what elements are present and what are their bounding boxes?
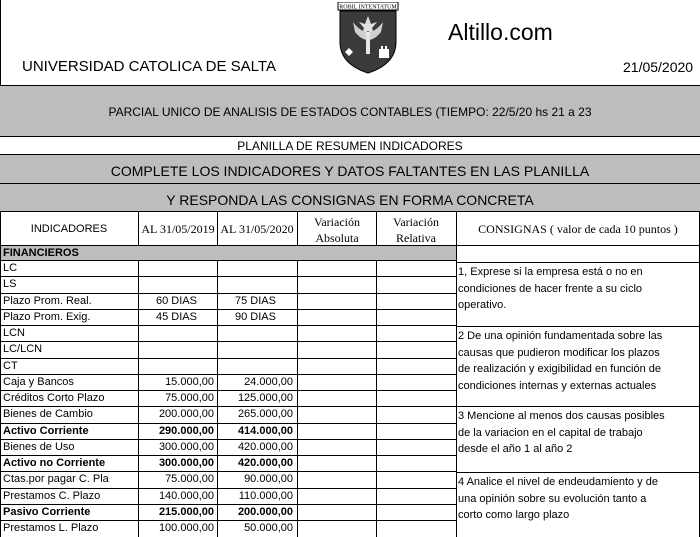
consigna-line: condiciones internas y externas actuales <box>458 379 657 392</box>
consigna-line: de realización y exigibilidad en función de <box>458 363 662 375</box>
row-label: Pasivo Corriente <box>3 506 91 518</box>
consigna-line: 1, Exprese si la empresa está o no en <box>458 266 643 278</box>
header-consignas: CONSIGNAS ( valor de cada 10 puntos ) <box>478 222 678 236</box>
consigna-line: 3 Mencione al menos dos causas posibles <box>458 410 665 422</box>
row-label: Créditos Corto Plazo <box>3 392 105 404</box>
university-crest <box>337 2 399 74</box>
value-2019: 200.000,00 <box>158 408 214 420</box>
header-variacion-relativa-2: Relativa <box>396 231 436 245</box>
value-2020: 50.000,00 <box>244 522 293 534</box>
instruction-line-2: Y RESPONDA LAS CONSIGNAS EN FORMA CONCRETA <box>166 192 534 208</box>
header-variacion-absoluta-2: Absoluta <box>315 231 359 245</box>
value-2020: 125.000,00 <box>237 392 293 404</box>
instruction-line-1: COMPLETE LOS INDICADORES Y DATOS FALTANTES EN LAS PLANILLA <box>110 163 590 179</box>
section-financieros: FINANCIEROS <box>3 247 79 259</box>
value-2020: 75 DIAS <box>235 295 276 307</box>
value-2020: 24.000,00 <box>244 376 293 388</box>
value-2019: 215.000,00 <box>158 506 214 518</box>
consigna-divider <box>456 326 700 327</box>
value-2019: 45 DIAS <box>156 311 197 323</box>
summary-banner <box>0 137 700 155</box>
value-2020: 200.000,00 <box>237 506 293 518</box>
value-2019: 300.000,00 <box>158 441 214 453</box>
row-divider <box>0 260 456 261</box>
consigna-line: causas que pudieron modificar los plazos <box>458 346 660 359</box>
consigna-line: condiciones de hacer frente a su ciclo <box>458 282 643 295</box>
row-label: LS <box>3 278 17 290</box>
header-variacion-relativa-1: Variación <box>393 215 439 229</box>
header-indicadores: INDICADORES <box>30 223 108 235</box>
row-label: Activo Corriente <box>3 425 89 437</box>
consigna-divider <box>456 472 700 473</box>
exam-title: PARCIAL UNICO DE ANALISIS DE ESTADOS CONTABLES (TIEMPO: 22/5/20 hs 21 a 23 <box>108 105 592 119</box>
instruction-banner-1 <box>0 155 700 184</box>
value-2019: 75.000,00 <box>165 392 214 404</box>
value-2019: 290.000,00 <box>158 425 214 437</box>
value-2020: 265.000,00 <box>237 408 293 420</box>
consigna-line: desde el año 1 al año 2 <box>458 443 573 455</box>
summary-title: PLANILLA DE RESUMEN INDICADORES <box>237 139 463 153</box>
value-2019: 300.000,00 <box>158 457 214 469</box>
consigna-divider <box>456 262 700 263</box>
row-divider <box>0 276 456 277</box>
row-divider <box>0 358 456 359</box>
value-2020: 420.000,00 <box>237 441 293 453</box>
row-label: Caja y Bancos <box>3 376 74 388</box>
value-2019: 15.000,00 <box>165 376 214 388</box>
row-label: Activo no Corriente <box>3 457 106 469</box>
consigna-line: operativo. <box>458 299 507 311</box>
crest-motto: ROBIL INTENTATUM <box>339 4 397 11</box>
row-label: Plazo Prom. Exig. <box>3 311 91 323</box>
row-label: Bienes de Uso <box>3 441 75 453</box>
exam-banner <box>0 85 700 137</box>
row-label: Bienes de Cambio <box>3 408 93 420</box>
row-divider <box>0 325 456 326</box>
university-name: UNIVERSIDAD CATOLICA DE SALTA <box>22 58 276 75</box>
row-label: LC/LCN <box>3 343 43 355</box>
consigna-line: corto como largo plazo <box>458 509 570 521</box>
value-2020: 90 DIAS <box>235 311 276 323</box>
value-2019: 75.000,00 <box>165 473 214 485</box>
header <box>0 0 700 85</box>
header-al-2019: AL 31/05/2019 <box>141 222 215 236</box>
value-2020: 420.000,00 <box>237 457 293 469</box>
exam-date: 21/05/2020 <box>623 59 694 75</box>
consigna-line: 4 Analice el nivel de endeudamiento y de <box>458 476 658 488</box>
instruction-banner-2 <box>0 184 700 212</box>
row-label: CT <box>3 360 18 372</box>
consigna-line: de la variacion en el capital de trabajo <box>458 426 643 439</box>
consigna-line: 2 De una opinión fundamentada sobre las <box>458 330 663 342</box>
row-label: LCN <box>3 327 26 339</box>
header-variacion-absoluta-1: Variación <box>314 215 360 229</box>
consigna-line: una opinión sobre su evolución tanto a <box>458 492 647 505</box>
value-2020: 414.000,00 <box>237 425 293 437</box>
site-name: Altillo.com <box>448 19 553 45</box>
row-label: Prestamos C. Plazo <box>3 490 101 502</box>
indicators-table <box>0 212 700 537</box>
row-label: Prestamos L. Plazo <box>3 522 99 534</box>
header-al-2020: AL 31/05/2020 <box>220 222 294 236</box>
value-2019: 140.000,00 <box>158 490 214 502</box>
row-label: Ctas.por pagar C. Pla <box>3 473 109 485</box>
row-label: LC <box>3 262 18 274</box>
value-2020: 110.000,00 <box>238 490 293 502</box>
value-2019: 60 DIAS <box>156 295 197 307</box>
row-label: Plazo Prom. Real. <box>3 295 92 307</box>
value-2019: 100.000,00 <box>158 522 214 534</box>
consigna-divider <box>456 406 700 407</box>
row-divider <box>0 341 456 342</box>
value-2020: 90.000,00 <box>244 473 293 485</box>
